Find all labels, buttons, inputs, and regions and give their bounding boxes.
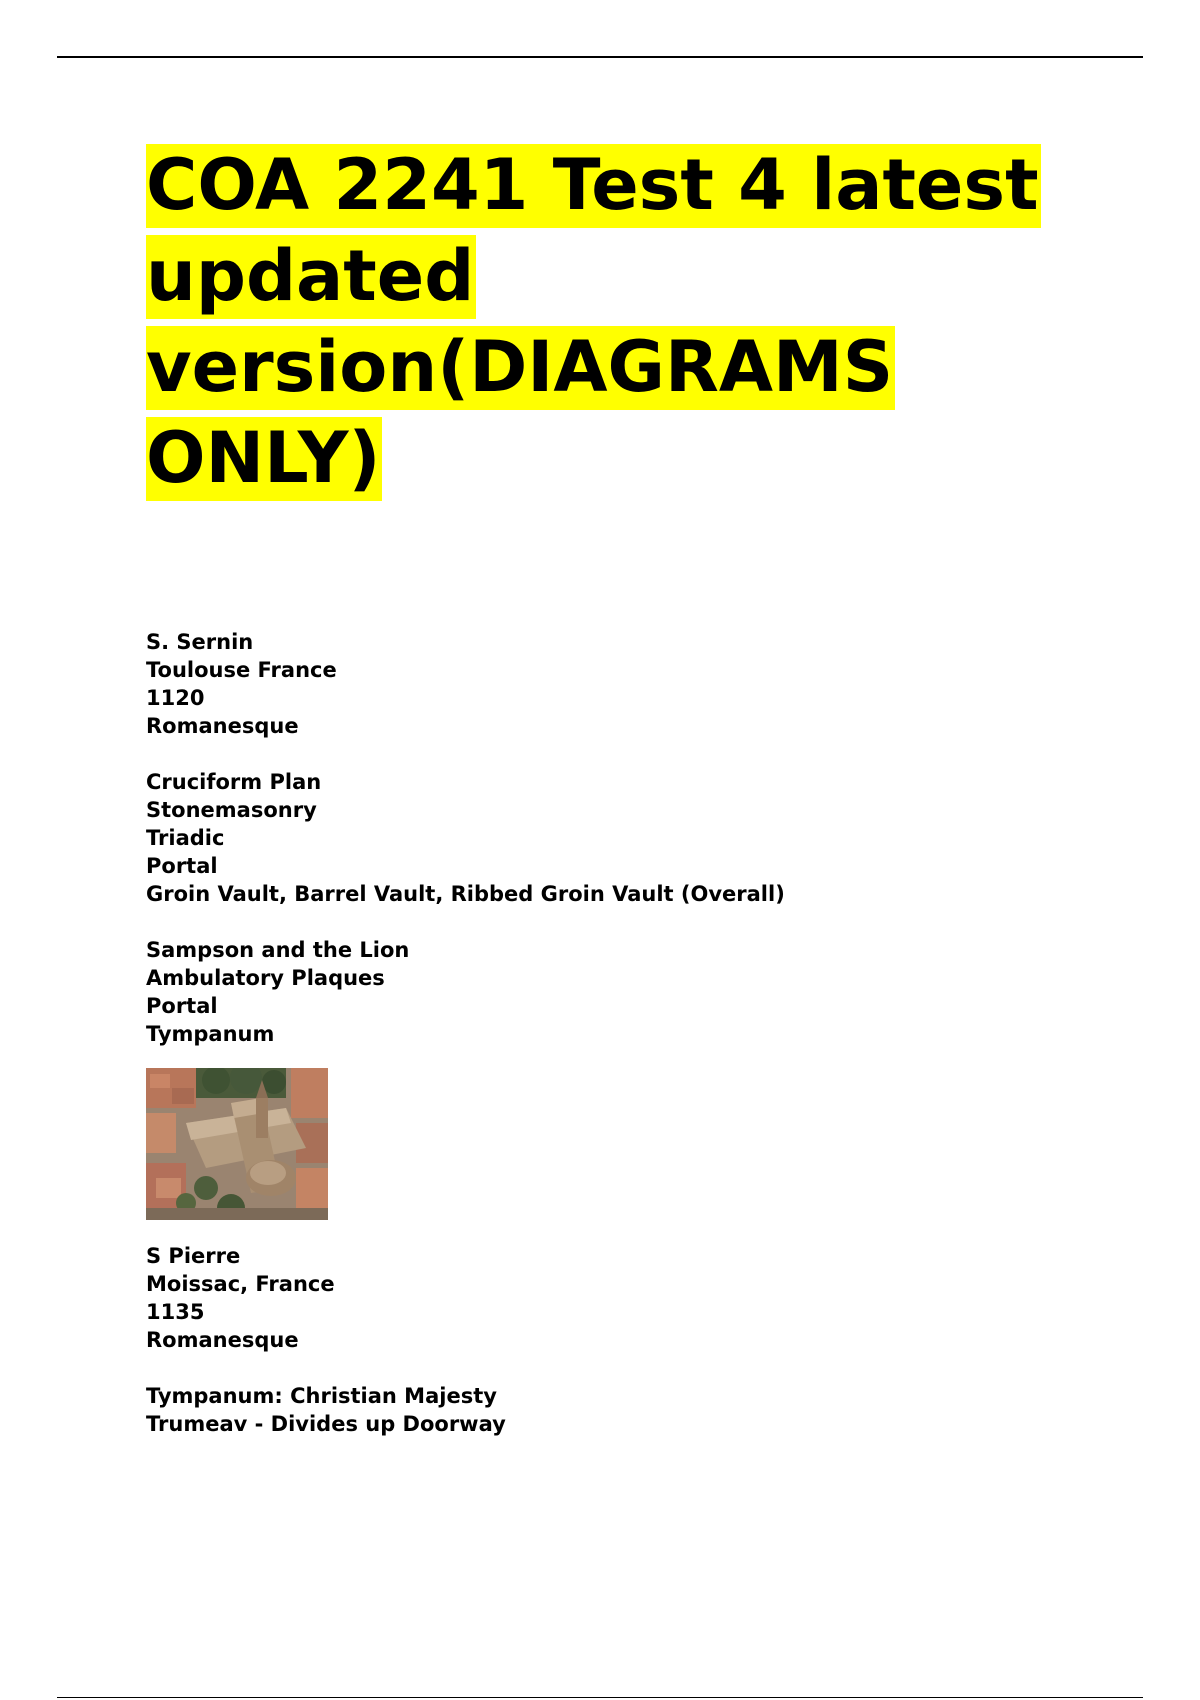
title-line-4: ONLY): [146, 417, 381, 499]
feature-item: Triadic: [146, 826, 225, 850]
feature-item: Portal: [146, 854, 218, 878]
feature-item: Trumeav - Divides up Doorway: [146, 1412, 506, 1436]
document-body: [146, 140, 1106, 1436]
building-year: 1120: [146, 686, 205, 710]
title-line-1: COA 2241 Test 4 latest: [146, 144, 1039, 226]
entry-features-block: [146, 1382, 1106, 1438]
entry-identity-block: [146, 1242, 1106, 1354]
building-location: Toulouse France: [146, 658, 337, 682]
detail-item: Portal: [146, 994, 218, 1018]
entry-details-block: [146, 936, 1106, 1048]
building-location: Moissac, France: [146, 1272, 335, 1296]
building-name: S Pierre: [146, 1244, 241, 1268]
feature-item: Stonemasonry: [146, 798, 317, 822]
building-year: 1135: [146, 1300, 205, 1324]
detail-item: Tympanum: [146, 1022, 275, 1046]
entry-features-block: [146, 768, 1106, 908]
feature-item: Groin Vault, Barrel Vault, Ribbed Groin Vault (Overall): [146, 882, 785, 906]
detail-item: Sampson and the Lion: [146, 938, 410, 962]
document-title: [146, 140, 1106, 504]
detail-item: Ambulatory Plaques: [146, 966, 385, 990]
notes-sections: [146, 628, 1106, 1466]
aerial-church-photo: [146, 1068, 328, 1220]
title-line-3: version(DIAGRAMS: [146, 326, 894, 408]
building-name: S. Sernin: [146, 630, 254, 654]
building-style: Romanesque: [146, 1328, 299, 1352]
feature-item: Tympanum: Christian Majesty: [146, 1384, 497, 1408]
entry-identity-block: [146, 628, 1106, 740]
bottom-rule: [57, 1697, 1143, 1698]
feature-item: Cruciform Plan: [146, 770, 322, 794]
building-style: Romanesque: [146, 714, 299, 738]
title-line-2: updated: [146, 235, 475, 317]
top-rule: [57, 56, 1143, 58]
